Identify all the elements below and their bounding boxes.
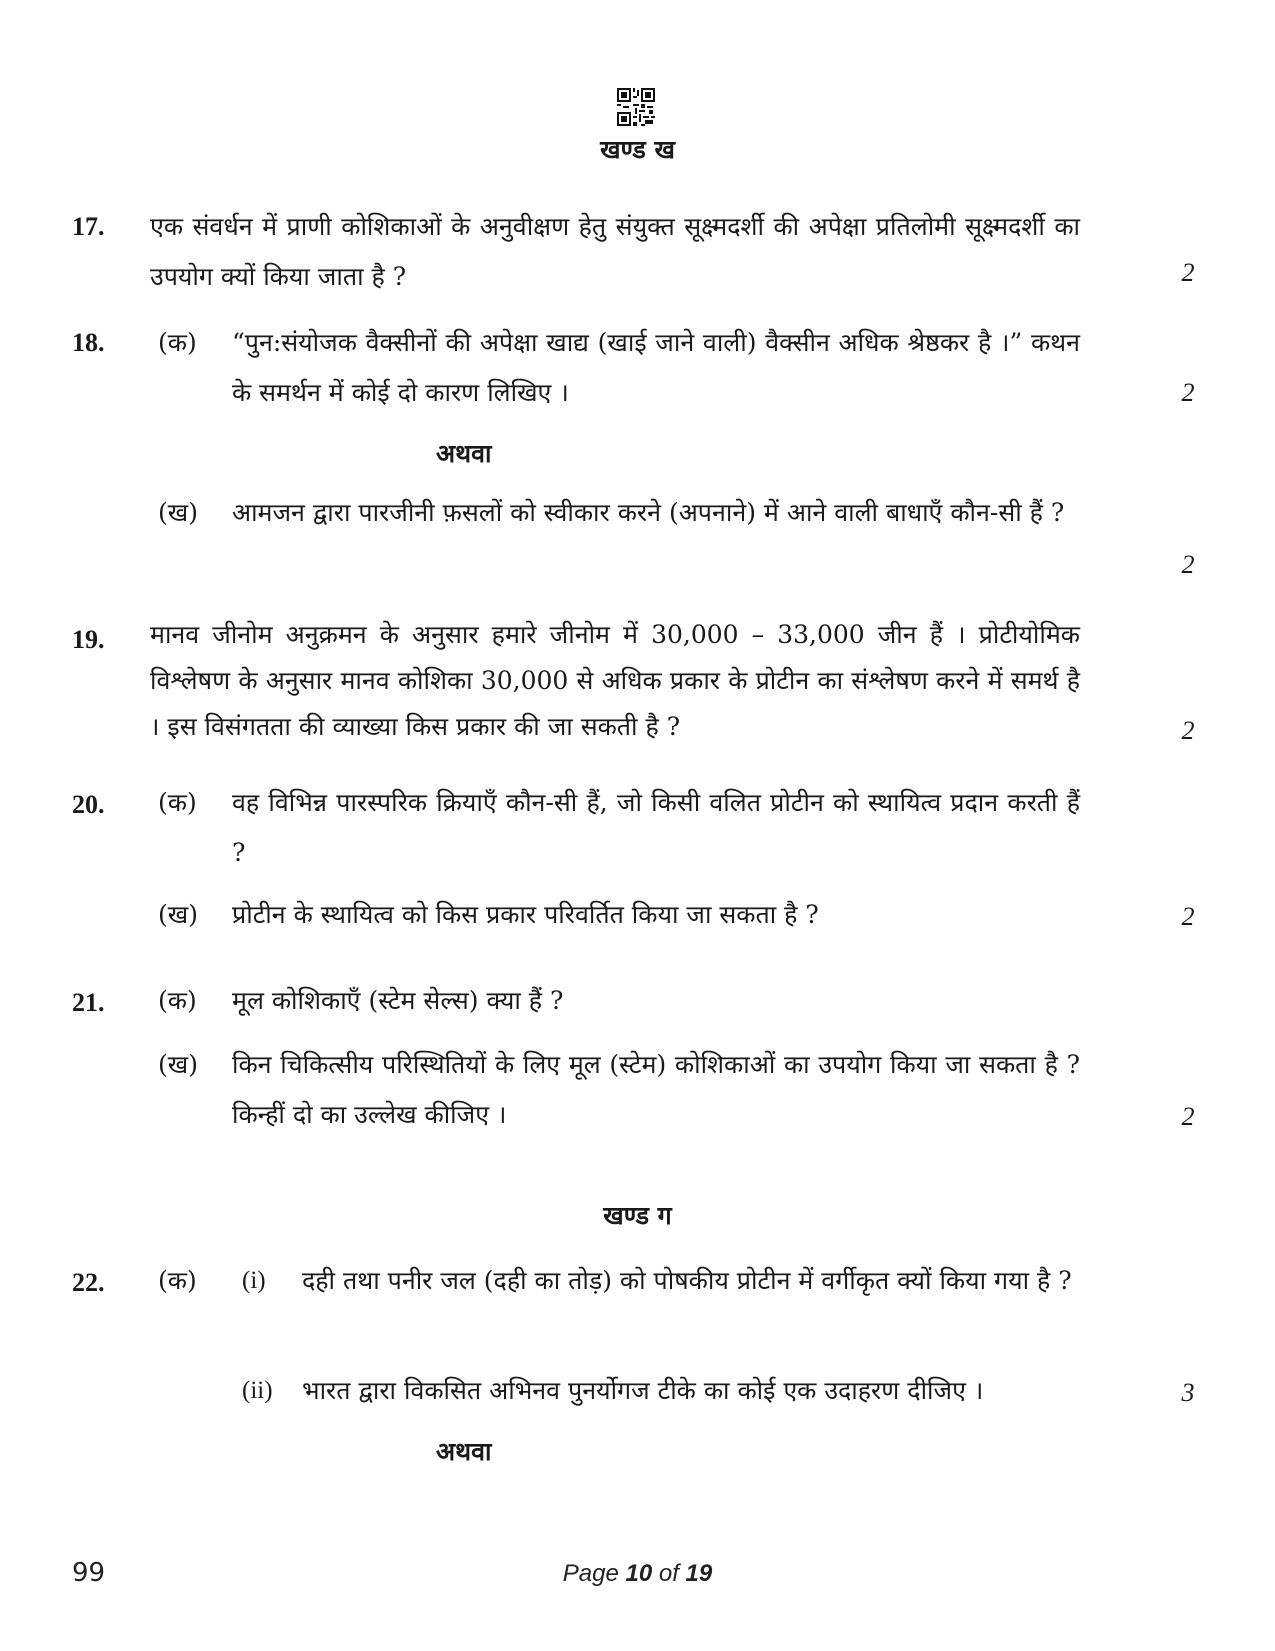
question-18a-label: (क) <box>158 328 197 357</box>
question-19-text: मानव जीनोम अनुक्रमन के अनुसार हमारे जीनोम में 30,000 – 33,000 जीन हैं । प्रोटीयोमिक विश्लेषण के अनुसार मानव कोशिका 30,000 से अधिक प्रकार के प्रोटीन का संश्लेषण करने में समर्थ है । इस विसंगतता की व्याख्या किस प्रकार की जा सकती है ? <box>150 620 1080 741</box>
question-21b-text: किन चिकित्सीय परिस्थितियों के लिए मूल (स्टेम) कोशिकाओं का उपयोग किया जा सकता है ? किन्हीं दो का उल्लेख कीजिए । <box>232 1050 1080 1129</box>
or-label-2: अथवा <box>436 1437 492 1466</box>
question-22a-i-label: (i) <box>242 1267 266 1294</box>
page-total: 19 <box>685 1560 713 1587</box>
question-20-marks: 2 <box>1181 902 1195 931</box>
question-22a-ii-label: (ii) <box>242 1377 273 1404</box>
question-17-marks: 2 <box>1181 258 1195 287</box>
question-22a-ii-text: भारत द्वारा विकसित अभिनव पुनर्योगज टीके का कोई एक उदाहरण दीजिए । <box>302 1376 984 1405</box>
question-number-20: 20. <box>72 790 105 819</box>
question-number-19: 19. <box>72 625 105 654</box>
question-19-marks: 2 <box>1181 716 1195 745</box>
question-18b-text: आमजन द्वारा पारजीनी फ़सलों को स्वीकार करने (अपनाने) में आने वाली बाधाएँ कौन-सी हैं ? <box>232 498 1065 527</box>
page-indicator <box>0 1560 1275 1588</box>
question-22-marks: 3 <box>1181 1378 1195 1407</box>
question-17-text: एक संवर्धन में प्राणी कोशिकाओं के अनुवीक्षण हेतु संयुक्त सूक्ष्मदर्शी की अपेक्षा प्रतिलोमी सूक्ष्मदर्शी का उपयोग क्यों किया जाता है ? <box>150 212 1080 291</box>
qr-code-image <box>617 88 655 126</box>
question-22a-i-text: दही तथा पनीर जल (दही का तोड़) को पोषकीय प्रोटीन में वर्गीकृत क्यों किया गया है ? <box>302 1266 1072 1295</box>
question-21a-label: (क) <box>158 986 197 1015</box>
question-21-marks: 2 <box>1181 1102 1195 1131</box>
section-c-heading: खण्ड ग <box>603 1201 672 1230</box>
question-number-17: 17. <box>72 212 105 241</box>
question-number-22: 22. <box>72 1268 105 1297</box>
question-number-21: 21. <box>72 988 105 1017</box>
question-18b-label: (ख) <box>158 498 198 527</box>
question-22a-label: (क) <box>158 1266 197 1295</box>
question-18b-marks: 2 <box>1181 550 1195 579</box>
question-20b-label: (ख) <box>158 900 198 929</box>
question-18a-marks: 2 <box>1181 378 1195 407</box>
question-21a-text: मूल कोशिकाएँ (स्टेम सेल्स) क्या हैं ? <box>232 986 564 1015</box>
question-20a-label: (क) <box>158 788 197 817</box>
page-number: 10 <box>625 1560 653 1587</box>
section-b-heading: खण्ड ख <box>600 135 675 164</box>
question-18a-text: “पुन:संयोजक वैक्सीनों की अपेक्षा खाद्य (खाई जाने वाली) वैक्सीन अधिक श्रेष्ठकर है ।” कथन के समर्थन में कोई दो कारण लिखिए । <box>232 328 1080 407</box>
page-prefix: Page <box>562 1560 626 1587</box>
paper-code: 99 <box>72 1558 106 1588</box>
question-20b-text: प्रोटीन के स्थायित्व को किस प्रकार परिवर्तित किया जा सकता है ? <box>232 900 819 929</box>
page-of: of <box>652 1560 686 1587</box>
or-label: अथवा <box>436 439 492 468</box>
question-20a-text: वह विभिन्न पारस्परिक क्रियाएँ कौन-सी हैं, जो किसी वलित प्रोटीन को स्थायित्व प्रदान करती हैं ? <box>232 788 1080 867</box>
question-21b-label: (ख) <box>158 1050 198 1079</box>
question-number-18: 18. <box>72 328 105 357</box>
